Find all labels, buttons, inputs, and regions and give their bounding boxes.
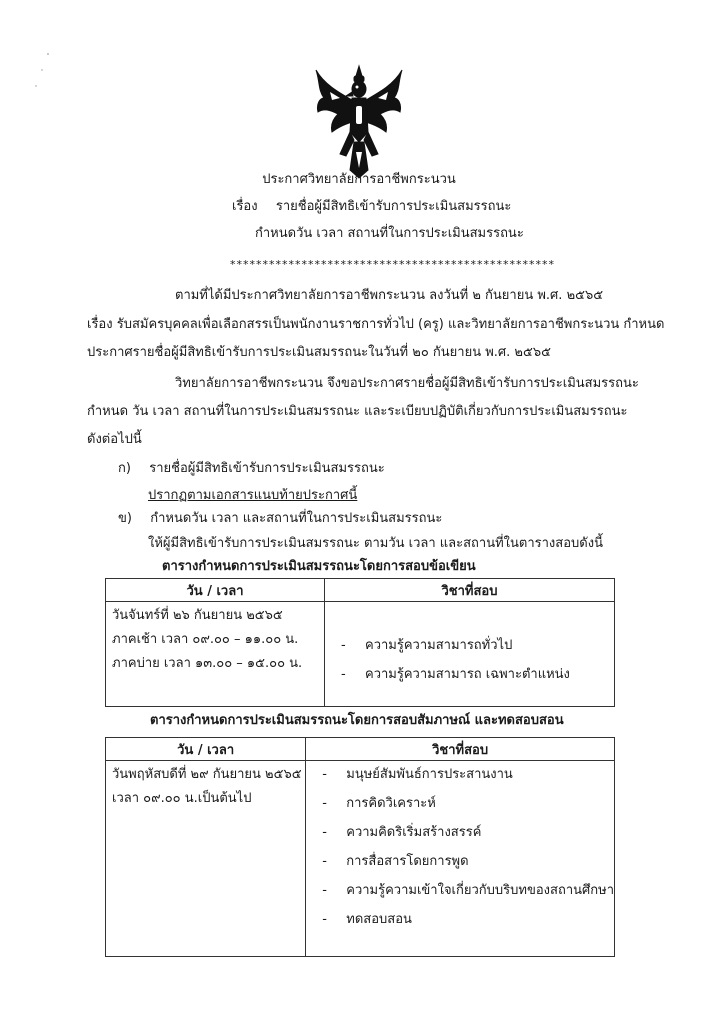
table-1-date-line: ภาคเช้า เวลา ๐๙.๐๐ – ๑๑.๐๐ น.: [112, 632, 299, 647]
item-b-instruction: ให้ผู้มีสิทธิเข้ารับการประเมินสมรรถนะ ตามวัน เวลา และสถานที่ในตารางสอบดังนี้: [148, 536, 603, 551]
paragraph-1-line-1: ตามที่ได้มีประกาศวิทยาลัยการอาชีพกระนวน ลงวันที่ ๒ กันยายน พ.ศ. ๒๕๖๕: [175, 288, 604, 303]
table-1-date-cell: [106, 602, 325, 707]
item-a-marker: ก): [118, 461, 131, 476]
table-2-col-date: วัน / เวลา: [106, 738, 306, 761]
table-1-subject: - ความรู้ความสามารถทั่วไป: [341, 638, 513, 653]
subject-label: เรื่อง: [232, 199, 258, 214]
interview-exam-table: [105, 737, 615, 957]
table-1-caption: ตารางกำหนดการประเมินสมรรถนะโดยการสอบข้อเขียน: [162, 559, 476, 574]
table-2-col-subject: วิชาที่สอบ: [306, 738, 615, 761]
table-2-subject: - ความรู้ความเข้าใจเกี่ยวกับบริบทของสถานศึกษา: [322, 883, 614, 898]
subject-line-2: กำหนดวัน เวลา สถานที่ในการประเมินสมรรถนะ: [255, 226, 524, 241]
table-2-subject: - การสื่อสารโดยการพูด: [322, 854, 469, 869]
table-1-col-date: วัน / เวลา: [106, 579, 325, 602]
item-a: [118, 459, 385, 479]
table-1-subject-cell: [325, 602, 615, 707]
item-a-attachment-note: ปรากฏตามเอกสารแนบท้ายประกาศนี้: [148, 488, 358, 503]
table-2-subject: - ทดสอบสอน: [322, 912, 412, 927]
paragraph-1-line-3: ประกาศรายชื่อผู้มีสิทธิเข้ารับการประเมินสมรรถนะในวันที่ ๒๐ กันยายน พ.ศ. ๒๕๖๕: [87, 345, 551, 360]
announcement-title: ประกาศวิทยาลัยการอาชีพกระนวน: [262, 172, 456, 187]
table-2-subject-cell: [306, 761, 615, 957]
table-2-date-line: วันพฤหัสบดีที่ ๒๙ กันยายน ๒๕๖๕: [112, 767, 302, 782]
table-2-subject: - ความคิดริเริ่มสร้างสรรค์: [322, 825, 482, 840]
table-1-date-line: วันจันทร์ที่ ๒๖ กันยายน ๒๕๖๕: [112, 608, 283, 623]
table-2-date-line: เวลา ๐๙.๐๐ น.เป็นต้นไป: [112, 791, 252, 806]
item-b: [118, 509, 442, 529]
paragraph-2-line-2: กำหนด วัน เวลา สถานที่ในการประเมินสมรรถนะ และระเบียบปฏิบัติเกี่ยวกับการประเมินสมรรถนะ: [87, 404, 628, 419]
subject-line: [232, 197, 511, 217]
item-a-text: รายชื่อผู้มีสิทธิเข้ารับการประเมินสมรรถนะ: [149, 461, 385, 476]
table-2-subject: - การคิดวิเคราะห์: [322, 796, 436, 811]
table-1-date-line: ภาคบ่าย เวลา ๑๓.๐๐ – ๑๕.๐๐ น.: [112, 656, 303, 671]
table-1-subject: - ความรู้ความสามารถ เฉพาะตำแหน่ง: [341, 667, 570, 682]
item-b-text: กำหนดวัน เวลา และสถานที่ในการประเมินสมรรถนะ: [150, 511, 443, 526]
garuda-emblem-icon: [310, 62, 408, 182]
subject-text: รายชื่อผู้มีสิทธิเข้ารับการประเมินสมรรถนะ: [275, 199, 512, 214]
paragraph-2-line-3: ดังต่อไปนี้: [87, 432, 142, 447]
item-b-marker: ข): [118, 511, 132, 526]
table-1-col-subject: วิชาที่สอบ: [325, 579, 615, 602]
written-exam-table: [105, 578, 615, 707]
paragraph-1-line-2: เรื่อง รับสมัครบุคคลเพื่อเลือกสรรเป็นพนักงานราชการทั่วไป (ครู) และวิทยาลัยการอาชีพกระนวน กำหนด: [87, 317, 665, 332]
table-2-subject: - มนุษย์สัมพันธ์การประสานงาน: [322, 767, 513, 782]
divider-stars: **************************************************: [230, 258, 555, 271]
scan-specks: [30, 48, 70, 98]
table-2-date-cell: [106, 761, 306, 957]
table-2-caption: ตารางกำหนดการประเมินสมรรถนะโดยการสอบสัมภาษณ์ และทดสอบสอน: [150, 713, 564, 728]
paragraph-2-line-1: วิทยาลัยการอาชีพกระนวน จึงขอประกาศรายชื่อผู้มีสิทธิเข้ารับการประเมินสมรรถนะ: [175, 376, 639, 391]
